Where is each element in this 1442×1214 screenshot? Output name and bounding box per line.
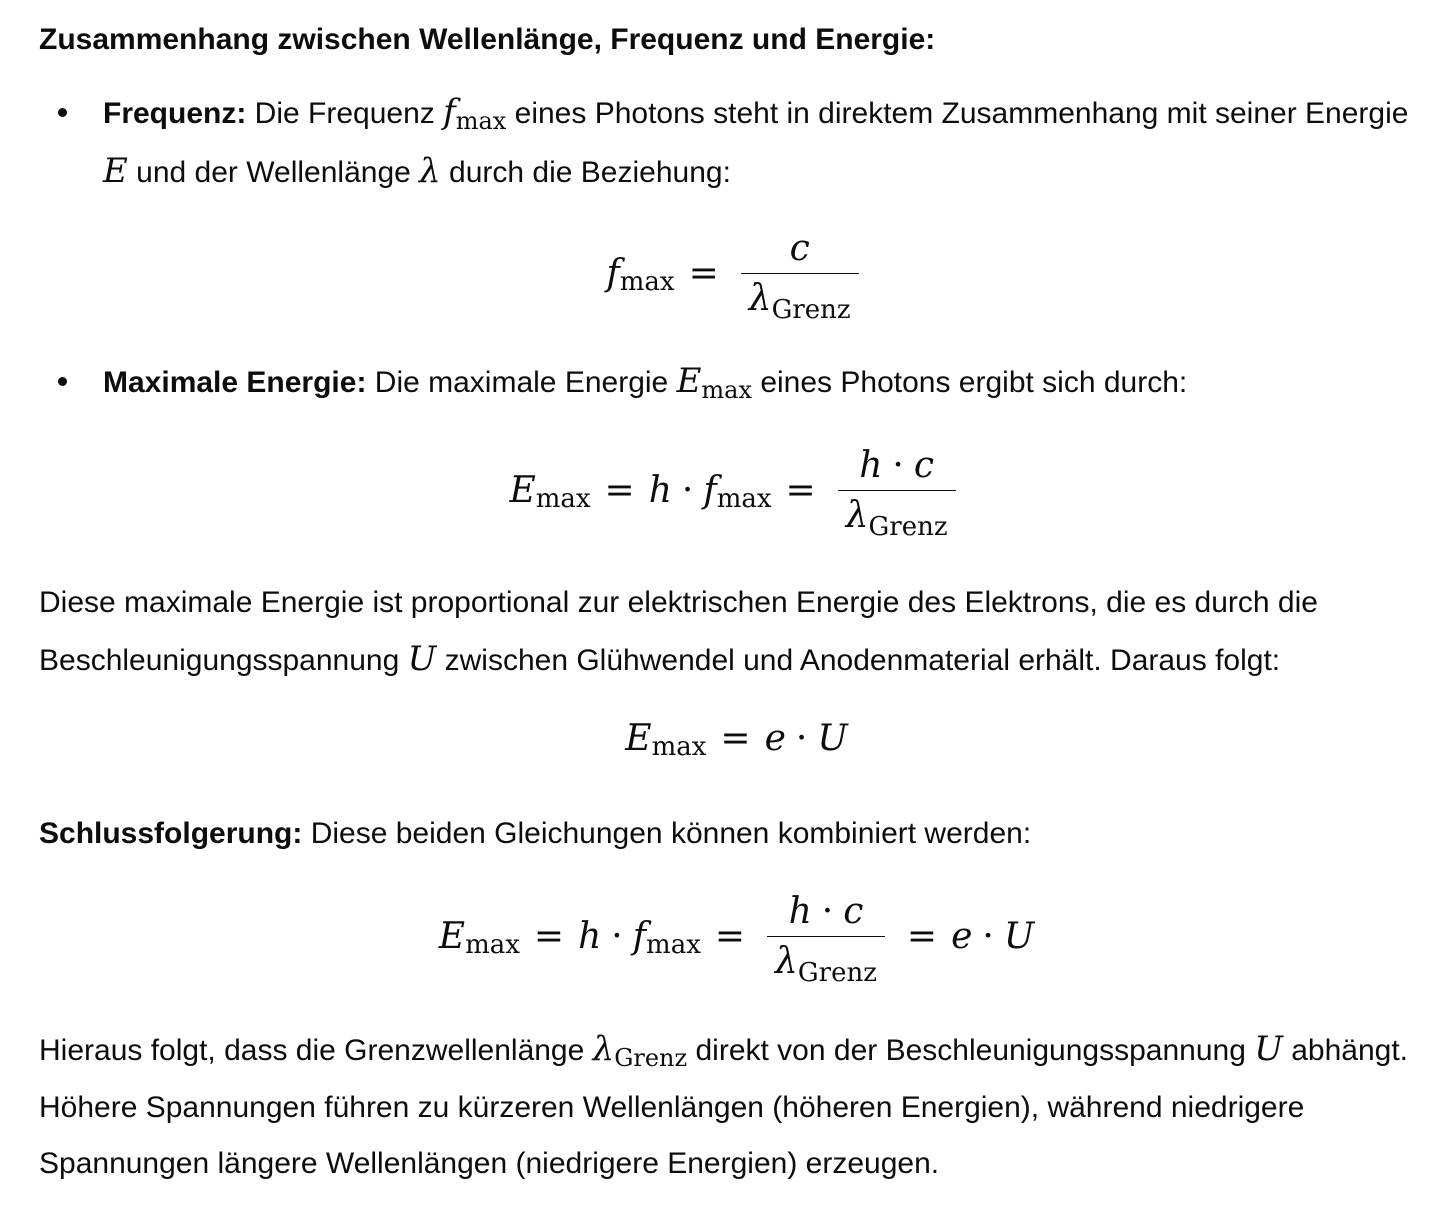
equals-sign: = xyxy=(785,470,816,511)
math-U: U xyxy=(1003,916,1035,957)
math-U: U xyxy=(1254,1029,1283,1069)
math-h: h xyxy=(859,445,883,486)
fraction xyxy=(741,228,859,325)
section-heading: Zusammenhang zwischen Wellenlänge, Frequenz und Energie: xyxy=(39,23,936,56)
cdot: · xyxy=(611,916,623,957)
text-segment: Diese beiden Gleichungen können kombiniert werden: xyxy=(302,817,1032,850)
math-c: c xyxy=(913,445,935,486)
text-segment: Hieraus folgt, dass die Grenzwellenlänge xyxy=(39,1034,593,1067)
equals-sign: = xyxy=(906,916,938,957)
math-sub-max: max xyxy=(716,483,772,514)
equals-sign: = xyxy=(688,253,719,294)
math-E: E xyxy=(625,718,652,759)
cdot: · xyxy=(892,445,904,486)
equals-sign: = xyxy=(720,718,751,759)
math-h: h xyxy=(788,891,812,932)
math-f: f xyxy=(632,916,647,957)
text-segment: Die maximale Energie xyxy=(366,366,677,399)
term-label: Frequenz: xyxy=(103,97,247,130)
paragraph-proportional xyxy=(39,575,1434,689)
math-lambda: λ xyxy=(775,941,798,982)
text-segment: abhängt. Höhere Spannungen führen zu kürzeren Wellenlängen (höheren Energien), während niedrigere Spannungen längere Wellenlängen (niedrigere Energien) erzeugen. xyxy=(39,1034,1408,1180)
equals-sign: = xyxy=(533,916,565,957)
fraction-denominator xyxy=(838,490,956,542)
math-f: f xyxy=(443,92,456,132)
math-e: e xyxy=(764,718,786,759)
math-sub-grenz: Grenz xyxy=(771,295,851,325)
paragraph-conclusion xyxy=(39,806,1434,862)
math-e: e xyxy=(951,916,973,957)
math-U: U xyxy=(407,639,437,679)
math-sub-max: max xyxy=(646,929,701,960)
fraction-denominator xyxy=(767,936,885,988)
list-item-text xyxy=(103,84,1413,201)
fraction xyxy=(838,445,956,542)
math-sub-grenz: Grenz xyxy=(868,512,948,542)
math-E: E xyxy=(509,470,536,511)
math-lambda: λ xyxy=(419,151,441,191)
math-sub-max: max xyxy=(651,731,707,762)
equation-max-energy xyxy=(39,445,1434,542)
equation-combined xyxy=(39,891,1434,988)
math-c: c xyxy=(789,228,810,269)
text-segment: eines Photons ergibt sich durch: xyxy=(752,366,1188,399)
text-segment: Die Frequenz xyxy=(246,97,444,130)
math-c: c xyxy=(843,891,864,932)
equation-eu xyxy=(39,718,1434,762)
math-U: U xyxy=(817,718,848,759)
math-sub-max: max xyxy=(701,376,752,404)
math-f: f xyxy=(703,470,717,511)
cdot: · xyxy=(681,470,694,511)
fraction xyxy=(767,891,885,988)
math-lambda: λ xyxy=(845,495,869,536)
text-segment: zwischen Glühwendel und Anodenmaterial erhält. Daraus folgt: xyxy=(436,644,1281,677)
math-sub-grenz: Grenz xyxy=(614,1044,688,1072)
equals-sign: = xyxy=(714,916,746,957)
fraction-numerator xyxy=(851,445,942,490)
math-lambda: λ xyxy=(748,278,772,319)
math-sub-max: max xyxy=(465,929,520,960)
bullet-icon xyxy=(58,377,67,386)
text-segment: Diese maximale Energie ist proportional zur elektrischen Energie des Elektrons, die es durch die Beschleunigungsspannung xyxy=(39,586,1318,677)
math-sub-max: max xyxy=(455,107,507,135)
math-h: h xyxy=(578,916,602,957)
math-lambda: λ xyxy=(592,1029,615,1069)
math-sub-max: max xyxy=(619,266,675,297)
cdot: · xyxy=(795,718,808,759)
text-segment: durch die Beziehung: xyxy=(440,156,731,189)
math-sub-grenz: Grenz xyxy=(797,958,877,988)
equation-frequency xyxy=(39,228,1434,325)
term-label: Schlussfolgerung: xyxy=(39,817,303,850)
math-sub-max: max xyxy=(535,483,591,514)
text-segment: eines Photons steht in direktem Zusammenhang mit seiner Energie xyxy=(506,97,1409,130)
math-E: E xyxy=(103,151,128,191)
fraction-denominator xyxy=(741,273,859,325)
math-h: h xyxy=(648,470,672,511)
text-segment: und der Wellenlänge xyxy=(127,156,420,189)
cdot: · xyxy=(982,916,994,957)
bullet-icon xyxy=(58,108,67,117)
math-E: E xyxy=(676,361,702,401)
cdot: · xyxy=(821,891,834,932)
term-label: Maximale Energie: xyxy=(103,366,367,399)
list-item-text xyxy=(103,353,1413,412)
fraction-numerator xyxy=(781,891,872,936)
paragraph-final xyxy=(39,1021,1434,1192)
text-segment: direkt von der Beschleunigungsspannung xyxy=(687,1034,1255,1067)
equals-sign: = xyxy=(604,470,635,511)
math-E: E xyxy=(438,916,466,957)
math-f: f xyxy=(606,253,620,294)
